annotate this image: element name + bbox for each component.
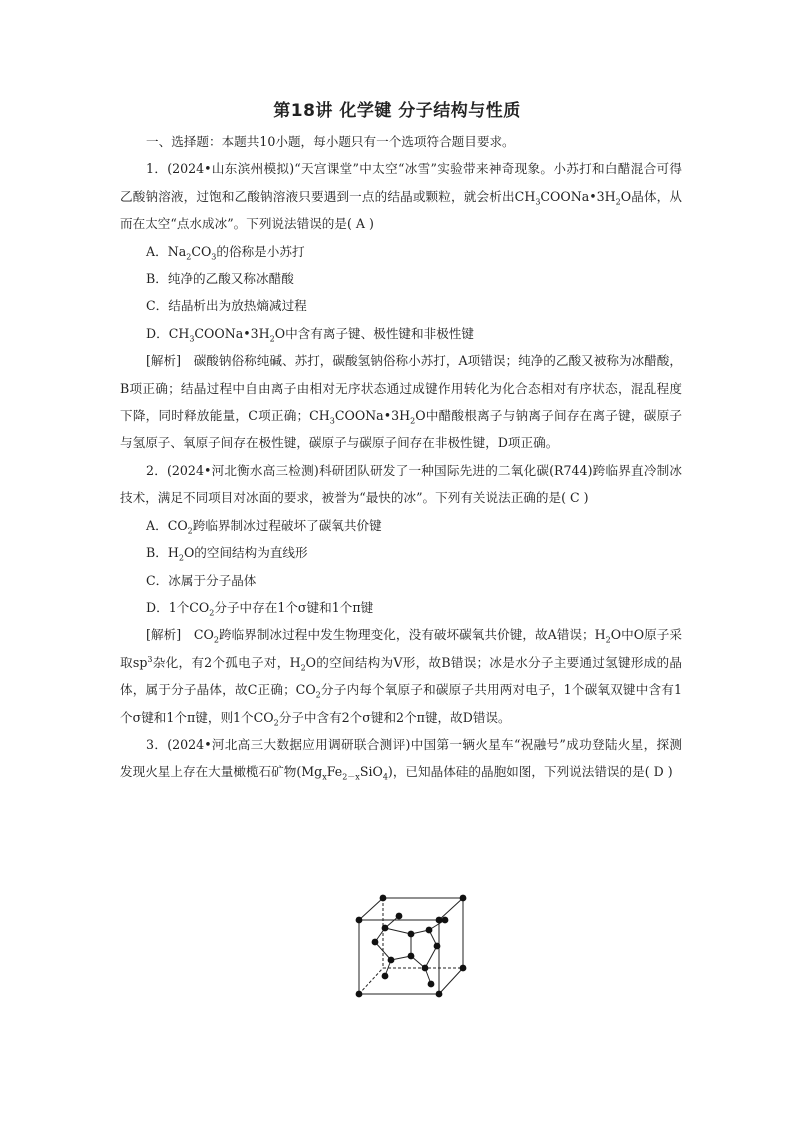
question-2-option-c: C．冰属于分子晶体 [146, 572, 257, 588]
question-3-stem: 3．(2024•河北高三大数据应用调研联合测评)中国第一辆火星车“祝融号”成功登陆火星，探测发现火星上存在大量橄榄石矿物$(Mg_xFe_{2-x}SiO_4)$，已知晶体硅的晶胞如图，下列说法错误的是( D ) [120, 736, 682, 782]
question-2-option-b: B．$H_2O$的空间结构为直线形 [146, 545, 308, 563]
silicon-unit-cell-figure [355, 890, 467, 1000]
question-1-stem: 1．(2024•山东滨州模拟)“天宫课堂”中太空“冰雪”实验带来神奇现象。小苏打和白醋混合可得乙酸钠溶液，过饱和乙酸钠溶液只要遇到一点的结晶或颗粒，就会析出$CH_3COONa•3H_2O$晶体，从而在太空“点水成冰”。下列说法错误的是( A ) [120, 161, 683, 232]
section-heading: 一、选择题：本题共10小题，每小题只有一个选项符合题目要求。 [146, 134, 515, 149]
question-2-option-a: A．$CO_2$跨临界制冰过程破坏了碳氧共价键 [146, 517, 382, 536]
question-1-option-a: A．$Na_2CO_3$的俗称是小苏打 [146, 243, 305, 262]
question-1-option-d: D．$CH_3COONa•3H_2O$中含有离子键、极性键和非极性键 [146, 325, 474, 344]
question-1-option-b: B．纯净的乙酸又称冰醋酸 [146, 271, 294, 287]
question-2-option-d: D．1个$CO_2$分子中存在1个σ键和1个π键 [146, 599, 374, 618]
question-2-analysis: [解析] $CO_2$跨临界制冰过程中发生物理变化，没有破坏碳氧共价键，故A错误；$H_2O$中O原子采取$sp^3$杂化，有2个孤电子对，$H_2O$的空间结构为V形，故B错误；冰是水分子主要通过氢键形成的晶体，属于分子晶体，故C正确；$CO_2$分子内每个氧原子和碳原子共用两对电子，1个碳氧双键中含有1个σ键和1个π键，则1个$CO_2$分子中含有2个σ键和2个π键，故D错误。 [120, 627, 682, 728]
question-1-analysis: [解析] 碳酸钠俗称纯碱、苏打，碳酸氢钠俗称小苏打，A项错误；纯净的乙酸又被称为冰醋酸，B项正确；结晶过程中自由离子由相对无序状态通过成键作用转化为化合态相对有序状态，混乱程度下降，同时释放能量，C项正确；$CH_3COONa•3H_2O$中醋酸根离子与钠离子间存在离子键，碳原子与氢原子、氧原子间存在极性键，碳原子与碳原子间存在非极性键，D项正确。 [120, 353, 682, 451]
document-body [120, 128, 682, 786]
question-1-option-c: C．结晶析出为放热熵减过程 [146, 298, 307, 314]
page-title: 第18讲 化学键 分子结构与性质 [273, 101, 521, 121]
question-2-stem: 2．(2024•河北衡水高三检测)科研团队研发了一种国际先进的二氧化碳(R744)跨临界直冷制冰技术，满足不同项目对冰面的要求，被誉为“最快的冰”。下列有关说法正确的是( C ) [120, 462, 682, 506]
